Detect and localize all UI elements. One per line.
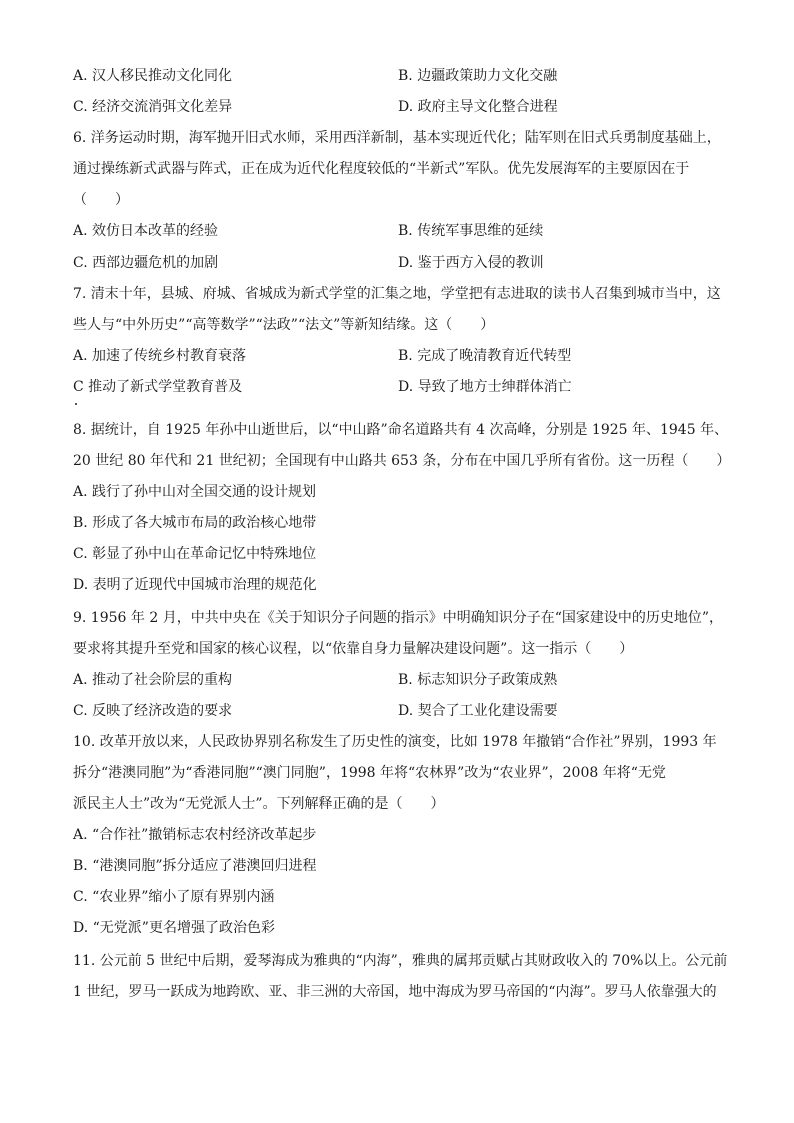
q6-option-b: B. 传统军事思维的延续 [398,223,544,239]
q10-stem-line-2: 拆分“港澳同胞”为“香港同胞”“澳门同胞”，1998 年将“农林界”改为“农业界”，2008 年将“无党 [73,765,666,781]
stray-mark [75,403,77,405]
q10-stem-line-3: 派民主人士”改为“无党派人士”。下列解释正确的是（ ） [73,796,445,812]
q7-options-row-2 [73,378,723,396]
q7-option-b: B. 完成了晚清教育近代转型 [398,348,572,364]
q11-stem-line-1: 11. 公元前 5 世纪中后期，爱琴海成为雅典的“内海”，雅典的属邦贡赋占其财政收入的 70%以上。公元前 [73,953,728,969]
q9-option-a: A. 推动了社会阶层的重构 [73,672,233,688]
q9-options-row-2 [73,702,723,720]
q6-stem-line-1: 6. 洋务运动时期，海军抛开旧式水师，采用西洋新制，基本实现近代化；陆军则在旧式兵勇制度基础上， [73,130,721,146]
q9-option-b: B. 标志知识分子政策成熟 [398,672,558,688]
q7-stem-line-1: 7. 清末十年，县城、府城、省城成为新式学堂的汇集之地，学堂把有志进取的读书人召集到城市当中，这 [73,286,721,302]
q8-option-d: D. 表明了近现代中国城市治理的规范化 [73,577,317,593]
q10-option-b: B. “港澳同胞”拆分适应了港澳回归进程 [73,858,317,874]
q9-option-d: D. 契合了工业化建设需要 [398,703,558,719]
q5-options-row-1 [73,67,723,85]
q6-stem-line-3: （ ） [73,192,129,208]
q5-option-c: C. 经济交流消弭文化差异 [73,99,233,115]
q5-option-d: D. 政府主导文化整合进程 [398,99,558,115]
q9-options-row-1 [73,671,723,689]
q11-stem-line-2: 1 世纪，罗马一跃成为地跨欧、亚、非三洲的大帝国，地中海成为罗马帝国的“内海”。罗马人依靠强大的 [73,984,717,1000]
q10-option-a: A. “合作社”撤销标志农村经济改革起步 [73,827,317,843]
q7-option-a: A. 加速了传统乡村教育衰落 [73,348,247,364]
q6-option-c: C. 西部边疆危机的加剧 [73,255,219,271]
q10-option-c: C. “农业界”缩小了原有界别内涵 [73,889,275,905]
q9-option-c: C. 反映了经济改造的要求 [73,703,233,719]
q8-stem-line-1: 8. 据统计，自 1925 年孙中山逝世后，以“中山路”命名道路共有 4 次高峰，分别是 1925 年、1945 年、 [73,422,729,438]
q10-option-d: D. “无党派”更名增强了政治色彩 [73,920,275,936]
q7-option-d: D. 导致了地方士绅群体消亡 [398,379,572,395]
q7-stem-line-2: 些人与“中外历史”“高等数学”“法政”“法文”等新知结缘。这（ ） [73,317,495,333]
q8-stem-line-2: 20 世纪 80 年代和 21 世纪初；全国现有中山路共 653 条，分布在中国几乎所有省份。这一历程（ ） [73,453,731,469]
q7-option-c: C 推动了新式学堂教育普及 [73,379,243,395]
q9-stem-line-1: 9. 1956 年 2 月，中共中央在《关于知识分子问题的指示》中明确知识分子在“国家建设中的历史地位”， [73,610,724,626]
q6-options-row-2 [73,254,723,272]
q5-options-row-2 [73,98,723,116]
q7-options-row-1 [73,347,723,365]
q5-option-b: B. 边疆政策助力文化交融 [398,68,558,84]
q8-option-c: C. 彰显了孙中山在革命记忆中特殊地位 [73,546,317,562]
q6-option-d: D. 鉴于西方入侵的教训 [398,255,544,271]
q10-stem-line-1: 10. 改革开放以来，人民政协界别名称发生了历史性的演变，比如 1978 年撤销“合作社”界别，1993 年 [73,734,717,750]
q6-stem-line-2: 通过操练新式武器与阵式，正在成为近代化程度较低的“半新式”军队。优先发展海军的主要原因在于 [73,161,690,177]
q6-options-row-1 [73,222,723,240]
q8-option-a: A. 践行了孙中山对全国交通的设计规划 [73,484,317,500]
q8-option-b: B. 形成了各大城市布局的政治核心地带 [73,515,317,531]
q5-option-a: A. 汉人移民推动文化同化 [73,68,233,84]
q9-stem-line-2: 要求将其提升至党和国家的核心议程，以“依靠自身力量解决建设问题”。这一指示（ ） [73,641,634,657]
q6-option-a: A. 效仿日本改革的经验 [73,223,219,239]
